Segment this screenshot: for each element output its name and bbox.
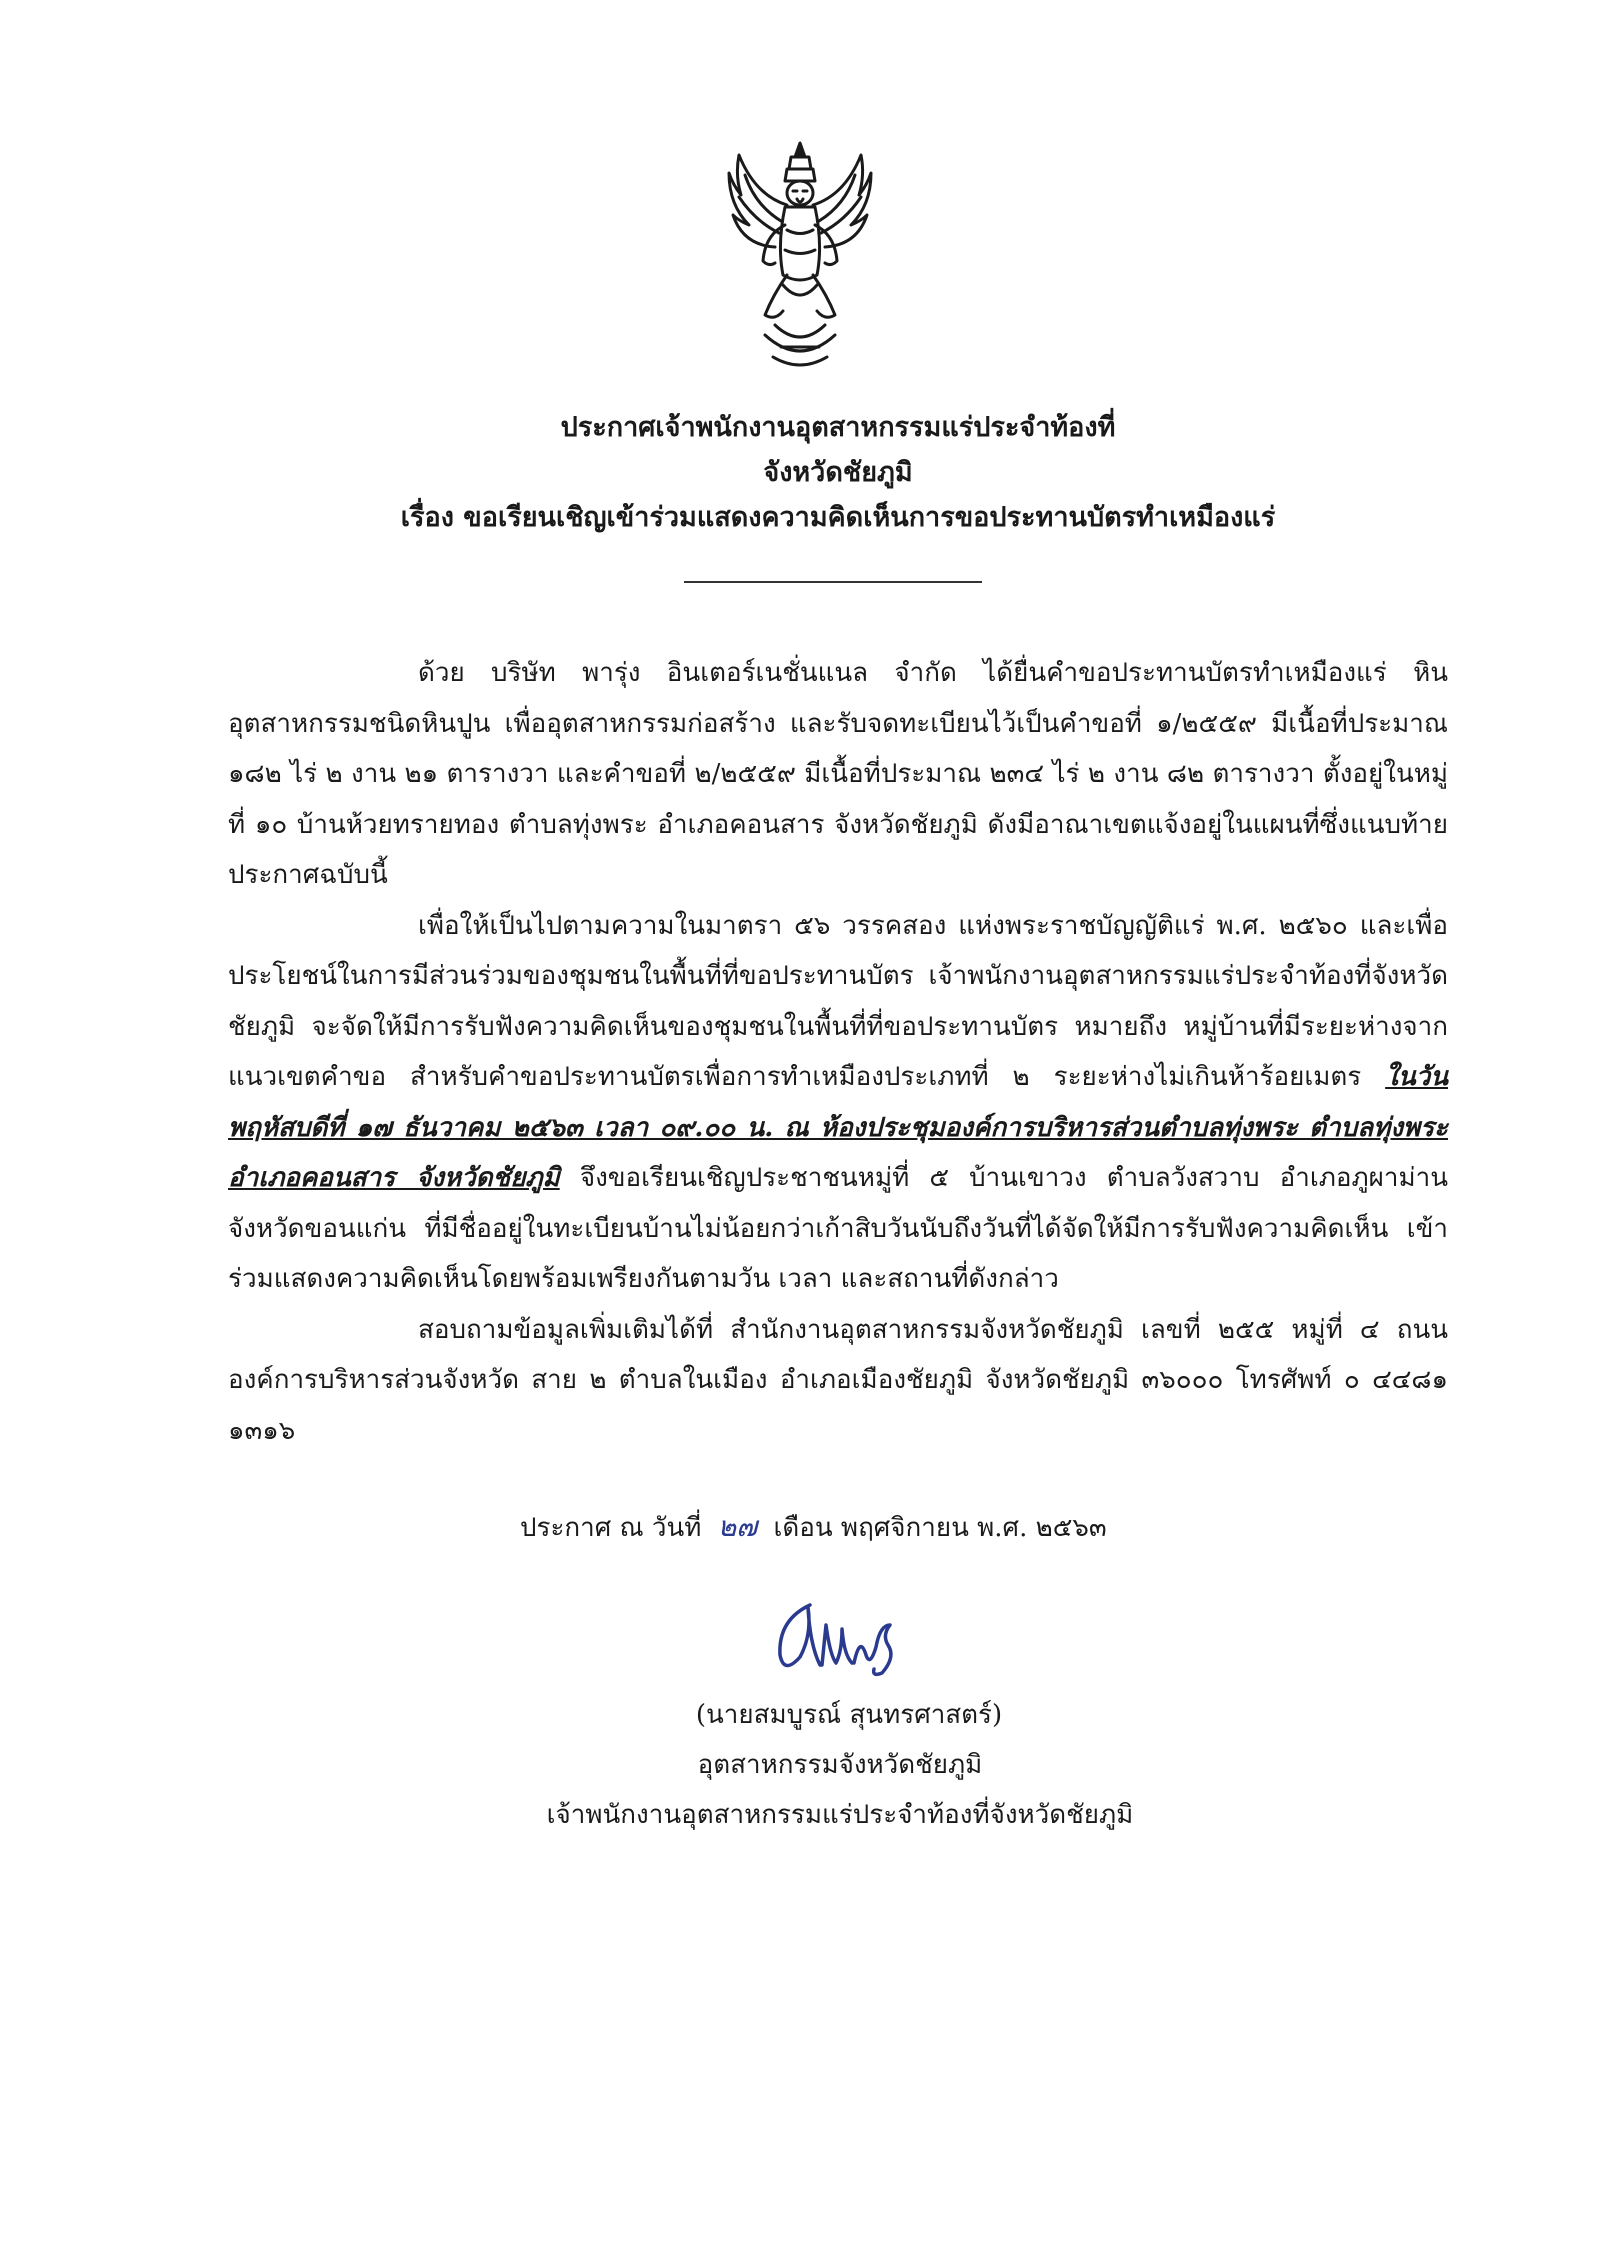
signatory-position-mining-officer: เจ้าพนักงานอุตสาหกรรมแร่ประจำท้องที่จังหวัดชัยภูมิ — [546, 1800, 1134, 1830]
announcement-heading — [200, 405, 1476, 540]
heading-line-province: จังหวัดชัยภูมิ — [763, 457, 913, 488]
signatory-name: (นายสมบูรณ์ สุนทรศาสตร์) — [695, 1700, 1003, 1730]
announcement-body — [228, 648, 1448, 1456]
heading-line-authority: ประกาศเจ้าพนักงานอุตสาหกรรมแร่ประจำท้องที่ — [560, 412, 1116, 443]
signatory-position-provincial: อุตสาหกรรมจังหวัดชัยภูมิ — [697, 1750, 983, 1780]
hearing-text-end: จึงขอเรียนเชิญประชาชนหมู่ที่ ๕ บ้านเขาวง ตำบลวังสวาบ อำเภอภูผาม่าน จังหวัดขอนแก่น ที่มีชื่ออยู่ในทะเบียนบ้านไม่น้อยกว่าเก้าสิบวันนับถึงวันที่ได้จัดให้มีการรับฟังความคิดเห็น เข้าร่วมแสดงความคิดเห็นโดยพร้อมเพรียงกันตามวัน เวลา และสถานที่ดังกล่าว — [228, 1163, 1448, 1294]
body-paragraph-application: ด้วย บริษัท พารุ่ง อินเตอร์เนชั่นแนล จำกัด ได้ยื่นคำขอประทานบัตรทำเหมืองแร่ หินอุตสาหกรรมชนิดหินปูน เพื่ออุตสาหกรรมก่อสร้าง และรับจดทะเบียนไว้เป็นคำขอที่ ๑/๒๕๕๙ มีเนื้อที่ประมาณ ๑๘๒ ไร่ ๒ งาน ๒๑ ตารางวา และคำขอที่ ๒/๒๕๕๙ มีเนื้อที่ประมาณ ๒๓๔ ไร่ ๒ งาน ๘๒ ตารางวา ตั้งอยู่ในหมู่ที่ ๑๐ บ้านห้วยทรายทอง ตำบลทุ่งพระ อำเภอคอนสาร จังหวัดชัยภูมิ ดังมีอาณาเขตแจ้งอยู่ในแผนที่ซึ่งแนบท้ายประกาศฉบับนี้ — [228, 658, 1448, 890]
handwritten-signature-icon — [770, 1595, 920, 1685]
hearing-date-venue: ในวันพฤหัสบดีที่ ๑๗ ธันวาคม ๒๕๖๓ เวลา ๐๙.๐๐ น. ณ ห้องประชุมองค์การบริหารส่วนตำบลทุ่งพระ ตำบลทุ่งพระ อำเภอคอนสาร จังหวัดชัยภูมิ — [228, 1062, 1448, 1193]
body-paragraph-contact: สอบถามข้อมูลเพิ่มเติมได้ที่ สำนักงานอุตสาหกรรมจังหวัดชัยภูมิ เลขที่ ๒๕๕ หมู่ที่ ๔ ถนนองค์การบริหารส่วนจังหวัด สาย ๒ ตำบลในเมือง อำเภอเมืองชัยภูมิ จังหวัดชัยภูมิ ๓๖๐๐๐ โทรศัพท์ ๐ ๔๔๘๑ ๑๓๑๖ — [228, 1314, 1448, 1446]
date-prefix: ประกาศ ณ วันที่ — [520, 1513, 702, 1543]
garuda-emblem-icon — [725, 135, 875, 375]
hearing-text-start: เพื่อให้เป็นไปตามความในมาตรา ๕๖ วรรคสอง แห่งพระราชบัญญัติแร่ พ.ศ. ๒๕๖๐ และเพื่อประโยชน์ในการมีส่วนร่วมของชุมชนในพื้นที่ที่ขอประทานบัตร เจ้าพนักงานอุตสาหกรรมแร่ประจำท้องที่จังหวัดชัยภูมิ จะจัดให้มีการรับฟังความคิดเห็นของชุมชนในพื้นที่ที่ขอประทานบัตร หมายถึง หมู่บ้านที่มีระยะห่างจากแนวเขตคำขอ สำหรับคำขอประทานบัตรเพื่อการทำเหมืองประเภทที่ ๒ ระยะห่างไม่เกินห้าร้อยเมตร — [228, 910, 1448, 1092]
announcement-date — [520, 1507, 1107, 1548]
heading-line-subject: เรื่อง ขอเรียนเชิญเข้าร่วมแสดงความคิดเห็นการขอประทานบัตรทำเหมืองแร่ — [400, 502, 1276, 533]
date-day-handwritten: ๒๗ — [717, 1510, 758, 1543]
heading-divider — [684, 581, 982, 583]
date-suffix: เดือน พฤศจิกายน พ.ศ. ๒๕๖๓ — [773, 1513, 1107, 1543]
signature-block — [500, 1690, 1180, 1840]
body-paragraph-hearing — [228, 901, 1448, 1305]
